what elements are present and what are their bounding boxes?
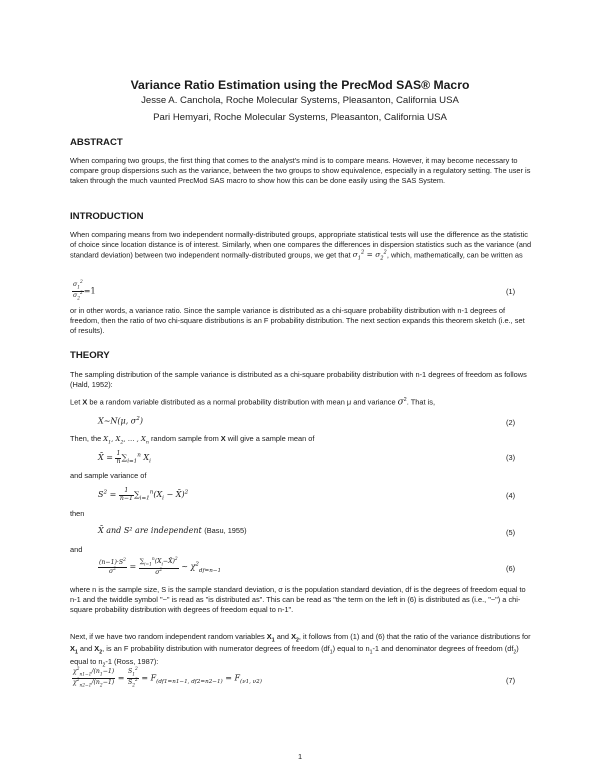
equation-7: $\frac{\chi^2_{n1-1}/(n_1-1)}{\chi^2_{n2-1}/(n_2-1)}$ = $\frac{S_1^2}{S_2^2}$ = $F_{(df1=n1-1, df2=n2-1)} = F_{(\nu 1, \nu 2)}$ [73,667,262,689]
theory-paragraph-2: Let X be a random variable distributed as a normal probability distribution with mean μ and variance $\sigma^2$. That is, [70,397,436,408]
and-line: and [70,545,83,554]
author-line-1: Jesse A. Canchola, Roche Molecular Systems, Pleasanton, California USA [141,95,459,106]
then-sample-line: Then, the $X_1$, $X_2$, … , $X_n$ random sample from X will give a sample mean of [70,434,315,446]
sample-variance-line: and sample variance of [70,471,147,480]
author-line-2: Pari Hemyari, Roche Molecular Systems, Pleasanton, California USA [153,112,447,123]
abstract-heading: ABSTRACT [70,137,123,148]
equation-2: X~N(μ, $\sigma^2$) [98,416,143,426]
intro-text: When comparing means from two independent normally-distributed groups, appropriate statistical tests will use the difference as the statistic of choice since location distance is of interest. Similarly, when one compares the differences in dispersion statistics such as the variance (and standard deviation) between two independent normally-distributed groups, we get that [70,230,532,259]
paper-title: Variance Ratio Estimation using the PrecMod SAS® Macro [130,78,470,92]
equation-3-number: (3) [506,453,516,462]
equation-3: X̄ = $\frac{1}{n}$ $\sum_{i=1}^n$ $X_i$ [98,450,151,465]
introduction-heading: INTRODUCTION [70,211,144,222]
variance-equality-expression: $\sigma_1^2 = \sigma_2^2$ [352,249,387,262]
then-line: then [70,509,85,518]
equation-2-number: (2) [506,418,516,427]
equation-6-number: (6) [506,564,516,573]
equation-4: $S^2$ = $\frac{1}{n-1}$ $\sum_{i=1}^n(X_i$ − X̄)$^2$ [98,487,189,502]
equation-7-number: (7) [506,676,516,685]
equation-5: X̄ and S² are independent (Basu, 1955) [98,526,247,535]
where-paragraph: where n is the sample size, S is the sample standard deviation, σ is the population standard deviation, df is the degrees of freedom equal to n-1 and the twiddle symbol "~" is read as "is distributed as". This can be read as "the term on the left in (6) is distributed as (i.e., "~") a chi-square probability distribution with degrees of freedom equal to n-1". [70,585,526,614]
introduction-paragraph [70,230,532,262]
equation-1-number: (1) [506,287,516,296]
equation-6: $\frac{(n-1)\cdot S^2}{\sigma^2}$ = $\frac{\sum_{i=1}^n(X_i-X̄)^2}{\sigma^2}$ ~ $\chi^2_{df=n-1}$ [99,557,222,576]
introduction-after: or in other words, a variance ratio. Since the sample variance is distributed as a chi-square probability distribution with n-1 degrees of freedom, then the ratio of two chi-square distributions is an F probability distribution. The next section expands this theorem sketch (i.e., set of results). [70,306,525,335]
intro-text-cont: , which, mathematically, can be written as [386,250,523,259]
next-paragraph: Next, if we have two random independent random variables $X_1$ and $X_2$, it follows from (1) and (6) that the ratio of the variance distributions for $X_1$ and $X_2$, is an F probability distribution with numerator degrees of freedom $(df_1)$ equal to $n_1-1$ and denominator degrees of freedom $(df_2)$ equal to $n_2-1$ (Ross, 1987): [70,632,531,669]
abstract-text: When comparing two groups, the first thing that comes to the analyst's mind is to compare means. However, it may become necessary to compare group dispersions such as the variance, between the two groups to show equivalence, especially in a regulatory setting. The user is taken through the much vaunted PrecMod SAS macro to show how this can be done easily using the SAS System. [70,156,531,185]
theory-paragraph-1: The sampling distribution of the sample variance is distributed as a chi-square probability distribution with n-1 degrees of freedom as follows (Hald, 1952): [70,370,527,389]
equation-1: $\frac{\sigma_1^2}{\sigma_2^2}$ =1 [73,280,96,302]
theory-heading: THEORY [70,350,110,361]
equation-4-number: (4) [506,491,516,500]
equation-5-number: (5) [506,528,516,537]
page-number: 1 [297,752,303,761]
